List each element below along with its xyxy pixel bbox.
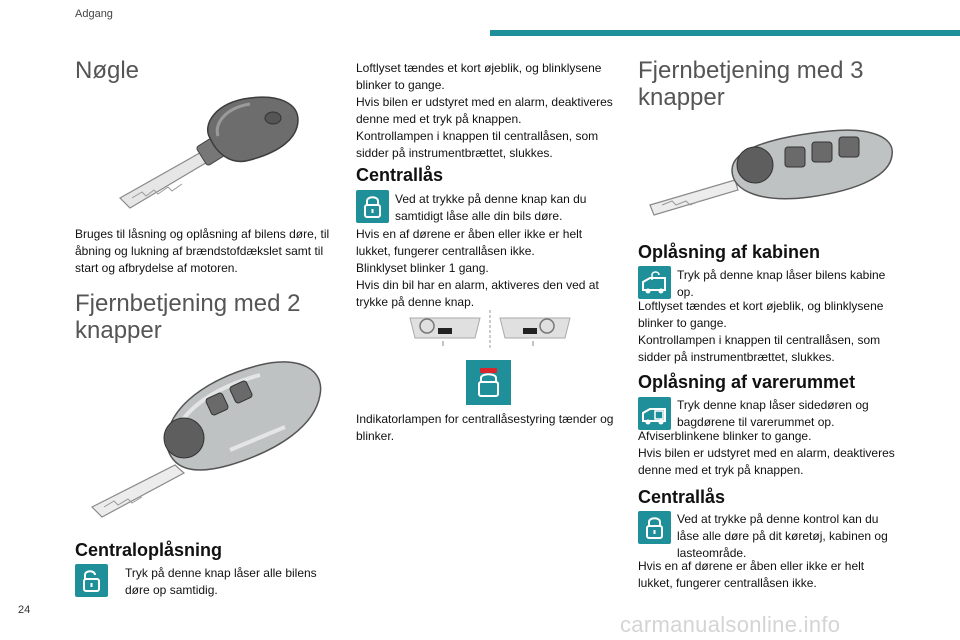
cabin-unlock-text: Loftlyset tændes et kort øjeblik, og blinklysene blinker to gange. Kontrollampen i knappen til centrallåsen, som sidder på instrumentbrættet, slukkes. — [638, 299, 884, 364]
cabin-unlock-icon-text: Tryk på denne knap låser bilens kabine op. — [677, 268, 886, 299]
central-lock-icon-text: Ved at trykke på denne knap kan du samtidigt låse alle din bils døre. — [395, 192, 587, 223]
title-key: Nøgle — [75, 57, 140, 84]
key-image — [110, 90, 310, 215]
header-accent-bar — [490, 30, 960, 36]
central-lock-text-2: Hvis en af dørene er åben eller ikke er helt lukket, fungerer centrallåsen ikke. — [638, 559, 865, 590]
cabin-unlock-icon — [638, 266, 671, 299]
page-number: 24 — [18, 604, 31, 616]
unlock-icon — [75, 564, 108, 597]
central-lock-title-2: Centrallås — [638, 487, 726, 507]
lock-icon — [356, 190, 389, 223]
key-description: Bruges til låsning og oplåsning af bilens døre, til åbning og lukning af brændstofdækslet samt til start og afbrydelse af motoren. — [75, 227, 330, 275]
central-unlock-title: Centraloplåsning — [75, 540, 223, 560]
lock-icon-2 — [638, 511, 671, 544]
cargo-unlock-text: Afviserblinkene blinker to gange. Hvis bilen er udstyret med en alarm, deaktiveres denne med et tryk på knappen. — [638, 429, 895, 477]
dashboard-lock-button-image — [405, 308, 575, 353]
cargo-unlock-icon-text: Tryk denne knap låser sidedøren og bagdørene til varerummet op. — [677, 398, 869, 429]
title-remote-2-buttons: Fjernbetjening med 2 knapper — [75, 290, 301, 344]
central-unlock-text: Tryk på denne knap låser alle bilens døre op samtidig. — [125, 566, 317, 597]
cargo-unlock-title: Oplåsning af varerummet — [638, 372, 856, 392]
section-header: Adgang — [75, 8, 113, 20]
lock-indicator-lamp-icon — [466, 360, 511, 405]
cargo-unlock-icon — [638, 397, 671, 430]
title-remote-3-buttons: Fjernbetjening med 3 knapper — [638, 57, 864, 111]
central-lock-icon-text-2: Ved at trykke på denne kontrol kan du låse alle døre på dit køretøj, kabinen og lasteområde. — [677, 512, 888, 560]
indicator-text: Indikatorlampen for centrallåsestyring tænder og blinker. — [356, 412, 614, 443]
watermark: carmanualsonline.info — [620, 612, 841, 637]
remote-2-buttons-image — [80, 355, 330, 525]
col2-intro-text: Loftlyset tændes et kort øjeblik, og blinklysene blinker to gange. Hvis bilen er udstyret med en alarm, deaktiveres denne med et tryk på knappen. Kontrollampen i knappen til centrallåsen, som sidder på instrumentbrættet, slukkes. — [356, 61, 613, 160]
cabin-unlock-title: Oplåsning af kabinen — [638, 242, 821, 262]
central-lock-text: Hvis en af dørene er åben eller ikke er helt lukket, fungerer centrallåsen ikke. Blinklyset blinker 1 gang. Hvis din bil har en alarm, aktiveres den ved at trykke på denne knap. — [356, 227, 599, 309]
central-lock-title: Centrallås — [356, 165, 444, 185]
remote-3-buttons-image — [640, 125, 900, 220]
